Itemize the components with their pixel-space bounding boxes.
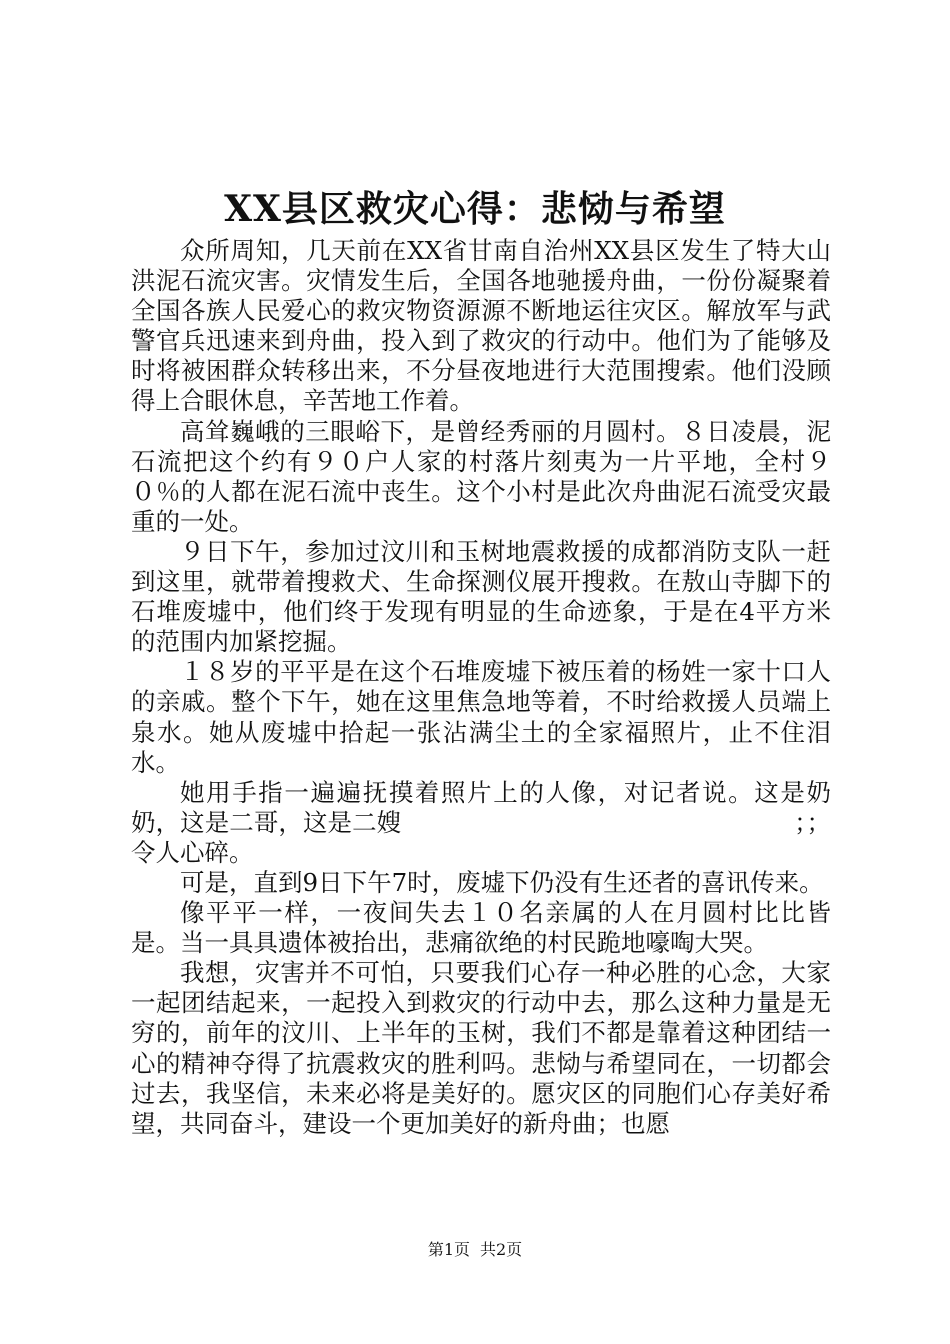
page-title: XX县区救灾心得：悲恸与希望 — [224, 188, 726, 230]
paragraph: 可是，直到9日下午7时，废墟下仍没有生还者的喜讯传来。 — [180, 867, 824, 897]
page-footer — [0, 1240, 950, 1260]
page-number: 第1页 — [427, 1240, 470, 1259]
page-total: 共2页 — [480, 1240, 523, 1259]
paragraph: 众所周知，几天前在XX省甘南自治州XX县区发生了特大山洪泥石流灾害。灾情发生后，全国各地驰援舟曲，一份份凝聚着全国各族人民爱心的救灾物资源源不断地运往灾区。解放军与武警官兵迅速来到舟曲，投入到了救灾的行动中。他们为了能够及时将被困群众转移出来，不分昼夜地进行大范围搜索。他们没顾得上合眼休息，辛苦地工作着。 — [131, 236, 831, 416]
paragraph: ９日下午，参加过汶川和玉树地震救援的成都消防支队一赶到这里，就带着搜救犬、生命探测仪展开搜救。在敖山寺脚下的石堆废墟中，他们终于发现有明显的生命迹象，于是在4平方米的范围内加紧挖掘。 — [131, 536, 831, 657]
paragraph: １８岁的平平是在这个石堆废墟下被压着的杨姓一家十口人的亲戚。整个下午，她在这里焦急地等着，不时给救援人员端上泉水。她从废墟中拾起一张沾满尘土的全家福照片，止不住泪水。 — [131, 657, 831, 777]
paragraph: 她用手指一遍遍抚摸着照片上的人像，对记者说。这是奶奶，这是二哥，这是二嫂 ；；令人心碎。 — [131, 777, 831, 867]
paragraph: 我想，灾害并不可怕，只要我们心存一种必胜的心念，大家一起团结起来，一起投入到救灾的行动中去，那么这种力量是无穷的，前年的汶川、上半年的玉树，我们不都是靠着这种团结一心的精神夺得了抗震救灾的胜利吗。悲恸与希望同在，一切都会过去，我坚信，未来必将是美好的。愿灾区的同胞们心存美好希望，共同奋斗，建设一个更加美好的新舟曲；也愿 — [131, 958, 831, 1138]
paragraph: 像平平一样，一夜间失去１０名亲属的人在月圆村比比皆是。当一具具遗体被抬出，悲痛欲绝的村民跪地嚎啕大哭。 — [131, 898, 831, 958]
document-body — [131, 236, 831, 1139]
paragraph: 高耸巍峨的三眼峪下，是曾经秀丽的月圆村。８日凌晨，泥石流把这个约有９０户人家的村落片刻夷为一片平地，全村９０％的人都在泥石流中丧生。这个小村是此次舟曲泥石流受灾最重的一处。 — [131, 416, 831, 536]
